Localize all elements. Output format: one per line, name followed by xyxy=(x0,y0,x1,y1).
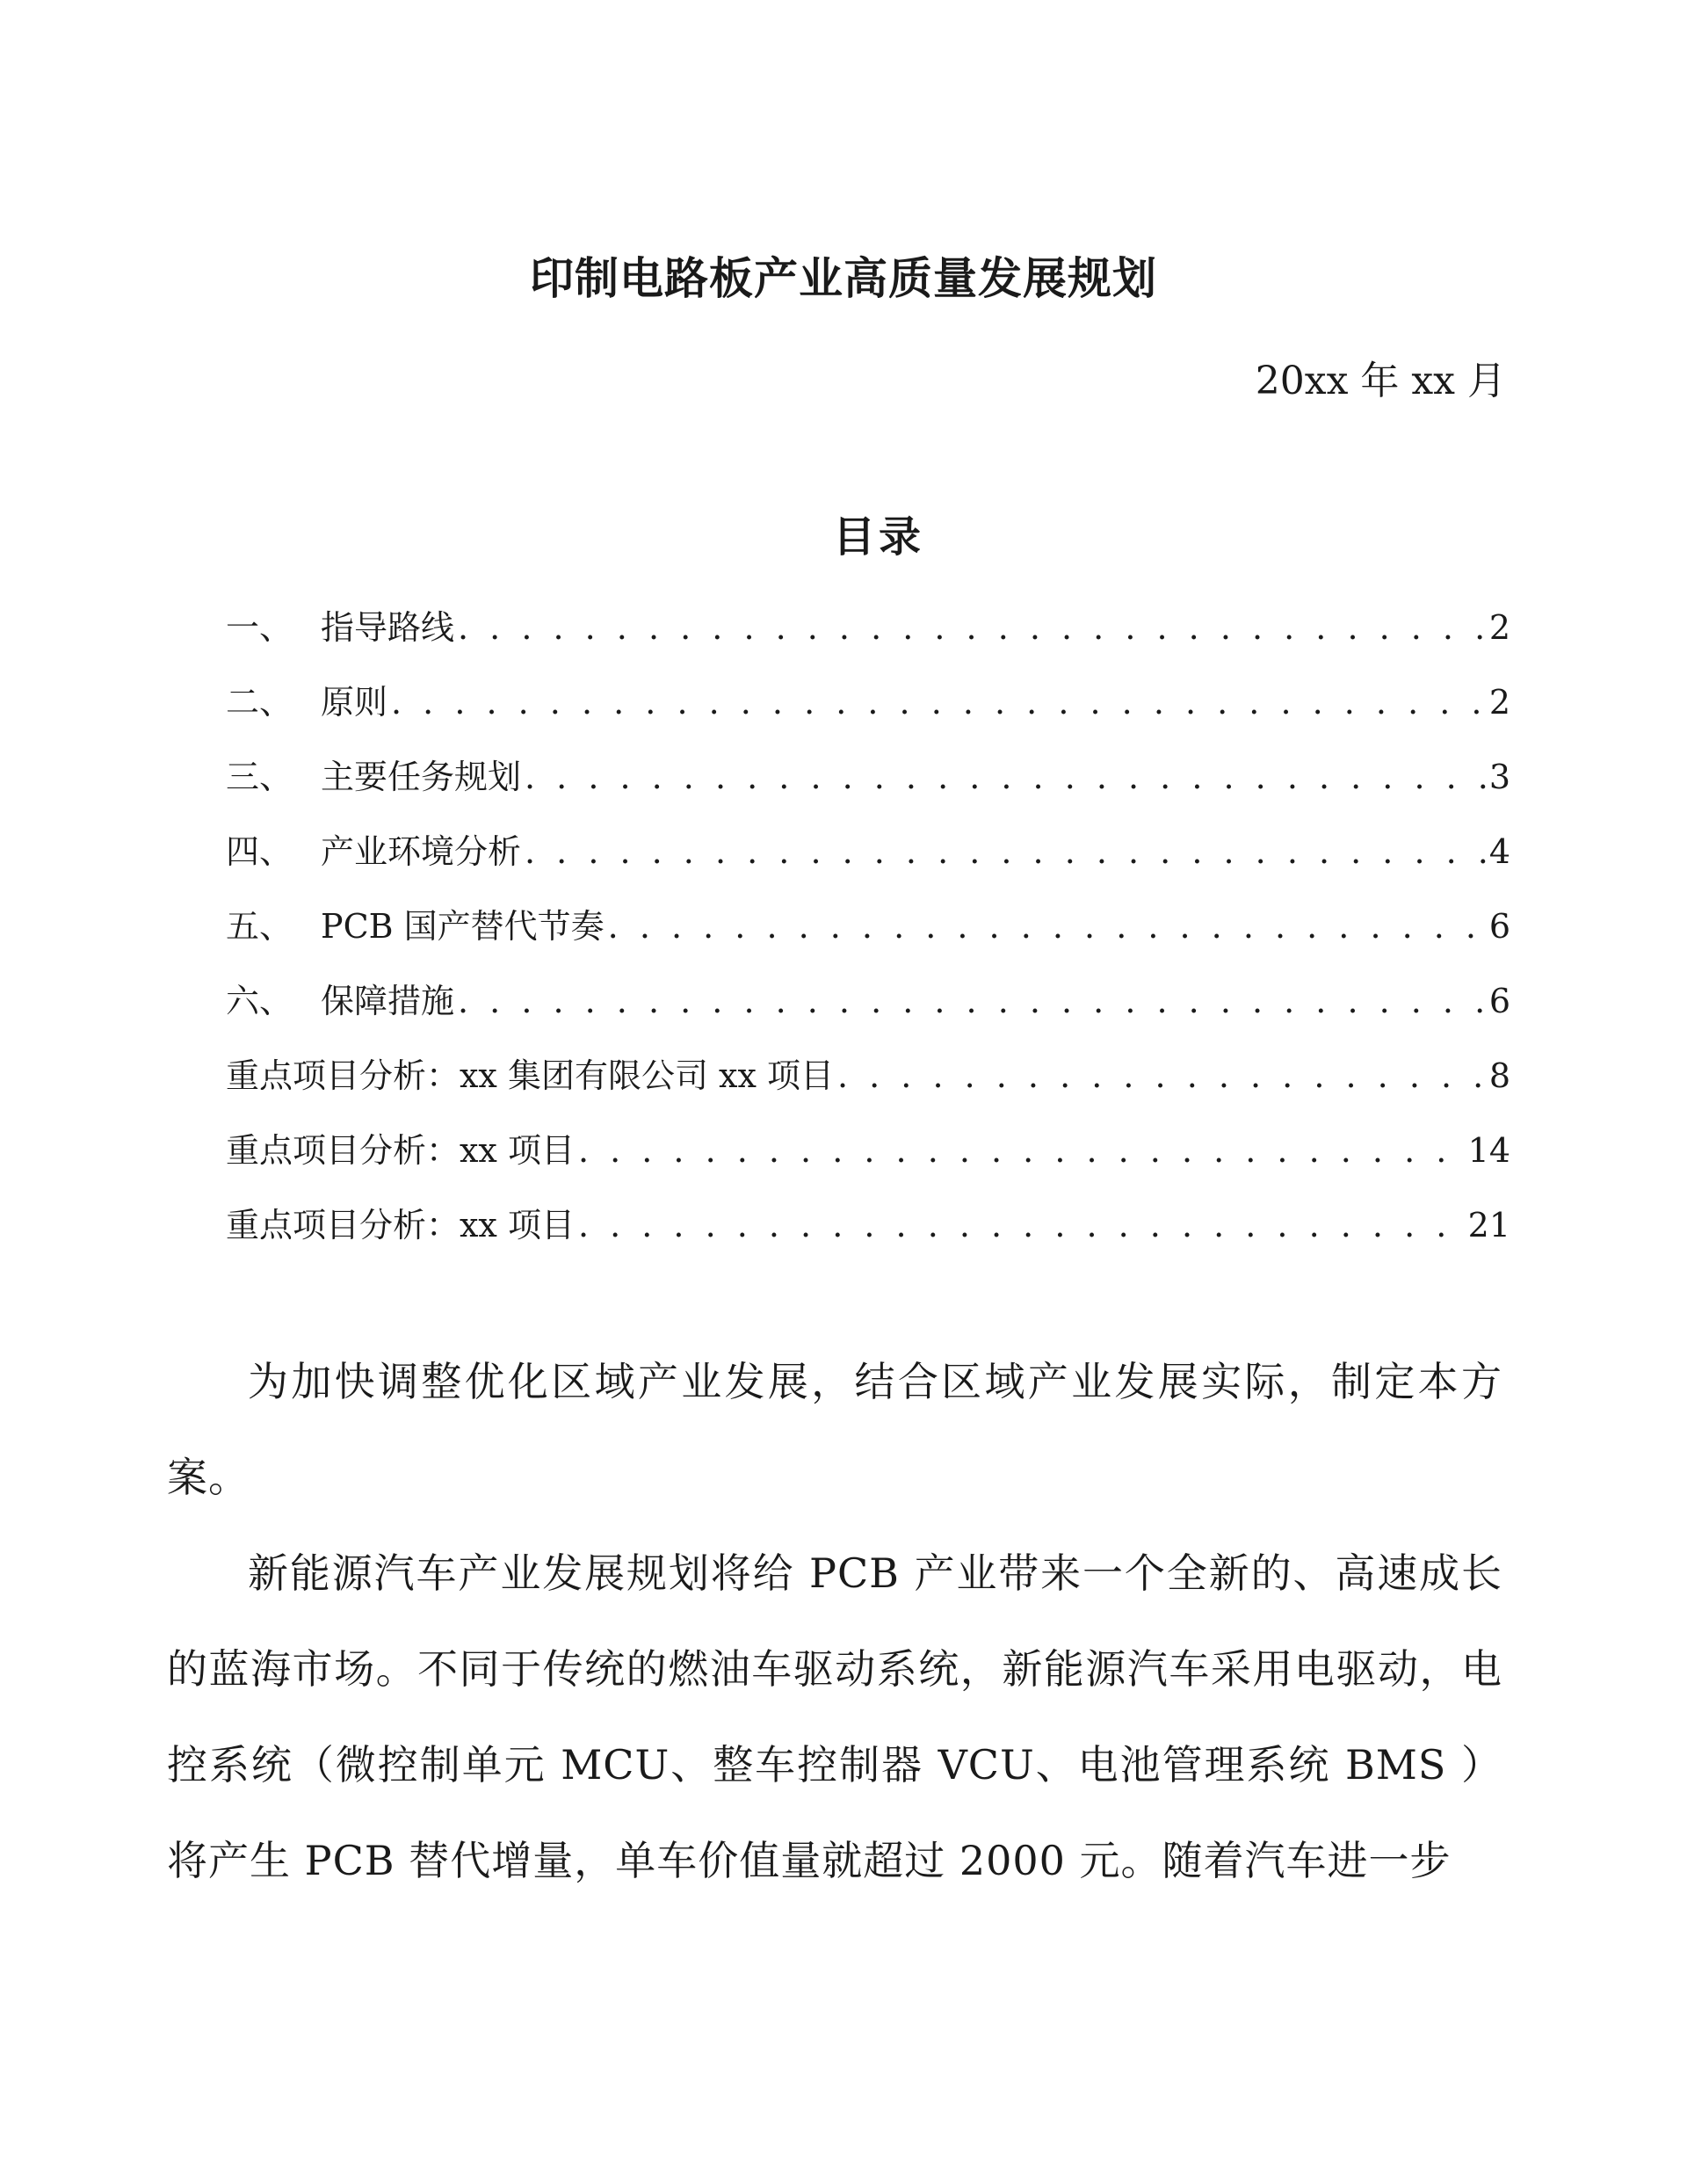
toc-entry-text: 指导路线 xyxy=(321,608,455,647)
toc-entry-text: 重点项目分析：xx 集团有限公司 xx 项目 xyxy=(226,1056,834,1095)
document-date: 20xx 年 xx 月 xyxy=(1255,359,1506,403)
toc-entry-text: 原则 xyxy=(321,683,388,722)
toc-entry-page: 2 xyxy=(1488,683,1510,722)
toc-entry-text: PCB 国产替代节奏 xyxy=(321,907,605,946)
toc-entry-text: 主要任务规划 xyxy=(321,758,522,796)
toc-heading: 目录 xyxy=(832,512,924,562)
toc-entry-number: 二、 xyxy=(226,683,293,722)
toc-entry-9[interactable] xyxy=(226,1199,1510,1273)
toc-entry-text: 保障措施 xyxy=(321,982,455,1020)
document-body xyxy=(167,1334,1502,1909)
toc-dot-leader xyxy=(578,1124,1465,1177)
toc-entry-page: 6 xyxy=(1488,907,1510,946)
toc-dot-leader xyxy=(458,601,1486,654)
toc-entry-4[interactable] xyxy=(226,825,1510,900)
document-title: 印制电路板产业高质量发展规划 xyxy=(530,252,1157,304)
toc-entry-page: 6 xyxy=(1488,982,1510,1020)
toc-dot-leader xyxy=(525,751,1486,803)
toc-entry-3[interactable] xyxy=(226,751,1510,825)
toc-entry-page: 4 xyxy=(1488,832,1510,871)
toc-entry-page: 14 xyxy=(1467,1131,1510,1170)
toc-entry-text: 重点项目分析：xx 项目 xyxy=(226,1131,575,1170)
toc-dot-leader xyxy=(608,900,1486,953)
body-paragraph-2: 新能源汽车产业发展规划将给 PCB 产业带来一个全新的、高速成长的蓝海市场。不同于传统的燃油车驱动系统，新能源汽车采用电驱动，电控系统（微控制单元 MCU、整车控制器 VCU、电池管理系统 BMS ）将产生 PCB 替代增量，单车价值量就超过 2000 元。随着汽车进一步 xyxy=(167,1549,1502,1884)
table-of-contents xyxy=(226,601,1510,1273)
body-paragraph-1: 为加快调整优化区域产业发展，结合区域产业发展实际，制定本方案。 xyxy=(167,1358,1502,1501)
toc-dot-leader xyxy=(525,825,1486,878)
toc-entry-text: 产业环境分析 xyxy=(321,832,522,871)
toc-entry-7[interactable] xyxy=(226,1049,1510,1124)
toc-dot-leader xyxy=(391,676,1486,729)
toc-entry-page: 21 xyxy=(1467,1206,1510,1244)
toc-entry-2[interactable] xyxy=(226,676,1510,751)
toc-entry-number: 四、 xyxy=(226,832,293,871)
toc-entry-text: 重点项目分析：xx 项目 xyxy=(226,1206,575,1244)
toc-entry-5[interactable] xyxy=(226,900,1510,975)
toc-dot-leader xyxy=(837,1049,1486,1102)
toc-entry-number: 五、 xyxy=(226,907,293,946)
toc-dot-leader xyxy=(578,1199,1465,1252)
toc-entry-number: 三、 xyxy=(226,758,293,796)
toc-entry-1[interactable] xyxy=(226,601,1510,676)
toc-entry-page: 3 xyxy=(1488,758,1510,796)
toc-dot-leader xyxy=(458,975,1486,1027)
toc-entry-8[interactable] xyxy=(226,1124,1510,1199)
toc-entry-6[interactable] xyxy=(226,975,1510,1049)
toc-entry-page: 8 xyxy=(1488,1056,1510,1095)
toc-entry-number: 六、 xyxy=(226,982,293,1020)
toc-entry-number: 一、 xyxy=(226,608,293,647)
toc-entry-page: 2 xyxy=(1488,608,1510,647)
